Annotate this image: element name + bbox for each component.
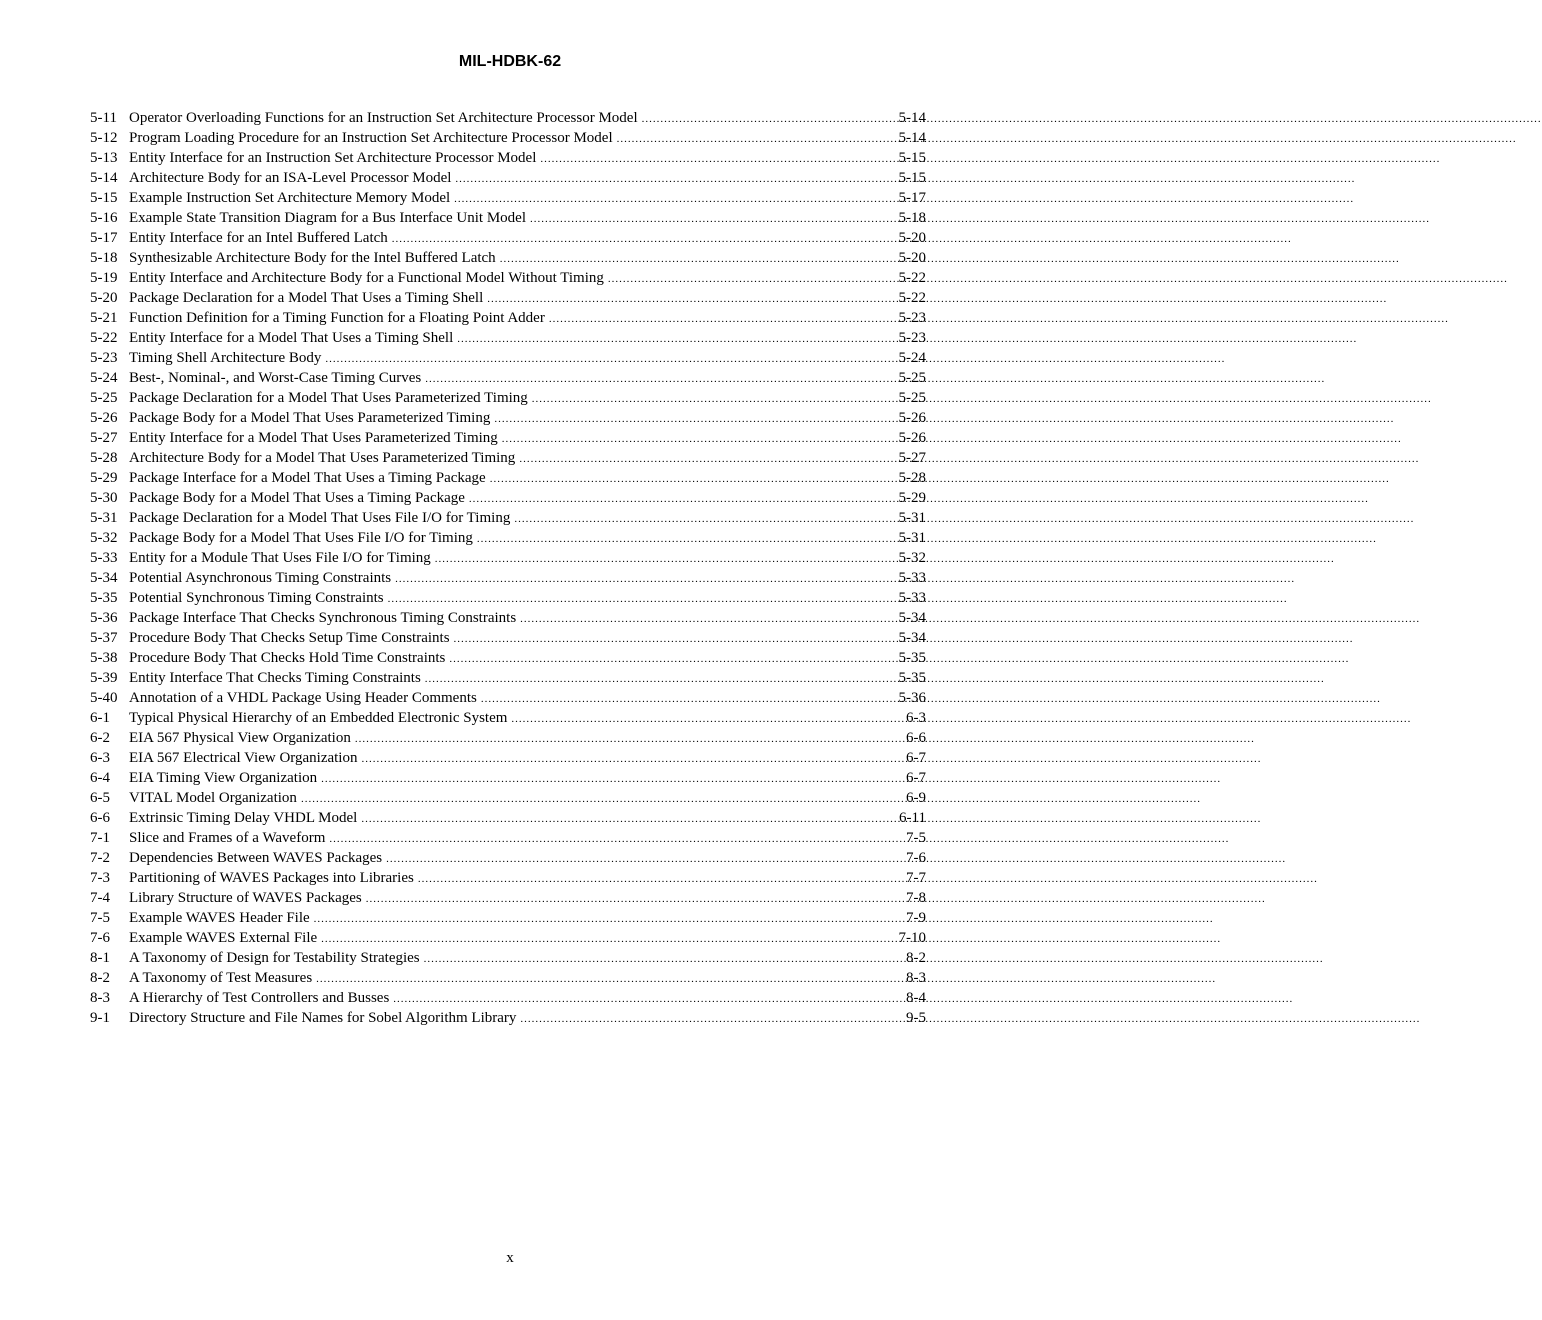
dot-leader (424, 949, 904, 969)
document-id-header: MIL-HDBK-62 (458, 53, 562, 70)
toc-entry-number: 5-13 (90, 150, 118, 166)
toc-entry-title: EIA 567 Electrical View Organization (129, 750, 358, 766)
toc-entry-number: 5-39 (90, 670, 118, 686)
toc-entry-page: 5-14 (898, 110, 926, 126)
dot-leader (487, 289, 896, 309)
toc-entry-page: 8-2 (906, 950, 926, 966)
toc-entry (90, 608, 926, 628)
toc-entry-number: 8-1 (90, 950, 110, 966)
dot-leader (617, 129, 897, 149)
toc-entry-number: 5-37 (90, 630, 118, 646)
toc-entry (90, 668, 926, 688)
toc-entry (90, 888, 926, 908)
toc-entry-page: 5-35 (898, 650, 926, 666)
toc-entry-page: 5-27 (898, 450, 926, 466)
dot-leader (388, 589, 897, 609)
dot-leader (500, 249, 897, 269)
toc-entry-page: 7-7 (906, 870, 926, 886)
toc-entry-page: 6-6 (906, 730, 926, 746)
dot-leader (314, 909, 904, 929)
toc-entry-title: Slice and Frames of a Waveform (129, 830, 326, 846)
toc-entry (90, 228, 926, 248)
toc-entry (90, 568, 926, 588)
toc-entry-page: 7-10 (898, 930, 926, 946)
toc-entry (90, 468, 926, 488)
toc-entry-number: 6-2 (90, 730, 110, 746)
toc-entry-number: 5-19 (90, 270, 118, 286)
toc-entry-title: Entity Interface and Architecture Body for a Functional Model Without Timing (129, 270, 604, 286)
dot-leader (418, 869, 904, 889)
dot-leader (395, 569, 896, 589)
toc-entry-number: 5-23 (90, 350, 118, 366)
dot-leader (469, 489, 897, 509)
dot-leader (325, 349, 896, 369)
dot-leader (457, 329, 896, 349)
toc-entry-title: Architecture Body for a Model That Uses Parameterized Timing (129, 450, 516, 466)
dot-leader (449, 649, 896, 669)
toc-entry-title: Package Declaration for a Model That Uses File I/O for Timing (129, 510, 511, 526)
toc-entry-number: 6-3 (90, 750, 110, 766)
toc-entry-page: 6-7 (906, 770, 926, 786)
dot-leader (361, 749, 904, 769)
toc-entry-title: Example Instruction Set Architecture Memory Model (129, 190, 451, 206)
toc-entry-page: 9-5 (906, 1010, 926, 1026)
toc-entry-page: 7-9 (906, 910, 926, 926)
toc-entry-title: Potential Asynchronous Timing Constraints (129, 570, 392, 586)
toc-entry-title: Annotation of a VHDL Package Using Header Comments (129, 690, 477, 706)
dot-leader (425, 669, 897, 689)
toc-entry (90, 968, 926, 988)
dot-leader (455, 169, 896, 189)
toc-entry-page: 7-8 (906, 890, 926, 906)
toc-entry-title: Operator Overloading Functions for an Instruction Set Architecture Processor Model (129, 110, 638, 126)
toc-entry-number: 5-25 (90, 390, 118, 406)
toc-entry-page: 5-23 (898, 330, 926, 346)
toc-entry (90, 648, 926, 668)
toc-entry-title: Entity Interface for a Model That Uses a Timing Shell (129, 330, 454, 346)
toc-entry (90, 988, 926, 1008)
toc-entry (90, 448, 926, 468)
toc-entry-page: 5-23 (898, 310, 926, 326)
toc-entry-title: Package Body for a Model That Uses Parameterized Timing (129, 410, 491, 426)
dot-leader (642, 109, 897, 129)
toc-entry (90, 108, 926, 128)
toc-entry-number: 5-36 (90, 610, 118, 626)
dot-leader (514, 509, 896, 529)
toc-entry (90, 708, 926, 728)
toc-entry (90, 828, 926, 848)
toc-entry-title: Package Interface That Checks Synchronous Timing Constraints (129, 610, 517, 626)
dot-leader (329, 829, 904, 849)
toc-entry (90, 948, 926, 968)
dot-leader (321, 769, 904, 789)
toc-entry (90, 788, 926, 808)
toc-entry-number: 5-15 (90, 190, 118, 206)
toc-entry (90, 1008, 926, 1028)
toc-entry (90, 208, 926, 228)
toc-entry-number: 5-17 (90, 230, 118, 246)
toc-entry-page: 8-4 (906, 990, 926, 1006)
toc-entry (90, 128, 926, 148)
dot-leader (519, 449, 896, 469)
toc-entry-page: 5-31 (898, 530, 926, 546)
toc-entry (90, 528, 926, 548)
dot-leader (530, 209, 897, 229)
toc-entry-page: 5-34 (898, 630, 926, 646)
toc-entry-title: Package Body for a Model That Uses File I/O for Timing (129, 530, 473, 546)
list-of-figures (90, 108, 926, 1028)
toc-entry (90, 408, 926, 428)
toc-entry-number: 5-31 (90, 510, 118, 526)
toc-entry-title: EIA 567 Physical View Organization (129, 730, 351, 746)
toc-entry-title: Entity Interface for a Model That Uses Parameterized Timing (129, 430, 498, 446)
toc-entry-page: 5-35 (898, 670, 926, 686)
toc-entry (90, 688, 926, 708)
toc-entry-page: 6-11 (899, 810, 926, 826)
dot-leader (435, 549, 897, 569)
dot-leader (316, 969, 904, 989)
toc-entry-title: Function Definition for a Timing Function for a Floating Point Adder (129, 310, 545, 326)
toc-entry (90, 588, 926, 608)
toc-entry (90, 288, 926, 308)
toc-entry-title: Timing Shell Architecture Body (129, 350, 322, 366)
toc-entry-page: 5-33 (898, 570, 926, 586)
dot-leader (386, 849, 904, 869)
toc-entry-number: 5-26 (90, 410, 118, 426)
toc-entry-page: 5-34 (898, 610, 926, 626)
toc-entry (90, 508, 926, 528)
toc-entry-number: 7-3 (90, 870, 110, 886)
toc-entry-title: Entity Interface for an Instruction Set Architecture Processor Model (129, 150, 537, 166)
toc-entry-page: 5-20 (898, 250, 926, 266)
toc-entry-number: 7-4 (90, 890, 110, 906)
toc-entry (90, 348, 926, 368)
dot-leader (454, 189, 896, 209)
dot-leader (392, 229, 897, 249)
toc-entry-number: 5-27 (90, 430, 118, 446)
toc-entry-title: Typical Physical Hierarchy of an Embedded Electronic System (129, 710, 508, 726)
toc-entry-page: 5-36 (898, 690, 926, 706)
toc-entry (90, 908, 926, 928)
toc-entry-number: 8-3 (90, 990, 110, 1006)
toc-entry (90, 808, 926, 828)
toc-entry-title: Best-, Nominal-, and Worst-Case Timing Curves (129, 370, 422, 386)
toc-entry-page: 5-31 (898, 510, 926, 526)
toc-entry (90, 848, 926, 868)
toc-entry-title: Package Declaration for a Model That Uses Parameterized Timing (129, 390, 528, 406)
toc-entry-title: A Taxonomy of Test Measures (129, 970, 313, 986)
toc-entry-title: Dependencies Between WAVES Packages (129, 850, 383, 866)
toc-entry-page: 5-25 (898, 390, 926, 406)
toc-entry-title: Partitioning of WAVES Packages into Libraries (129, 870, 414, 886)
toc-entry-title: Package Body for a Model That Uses a Timing Package (129, 490, 465, 506)
toc-entry (90, 488, 926, 508)
toc-entry-number: 5-21 (90, 310, 118, 326)
toc-entry-page: 5-28 (898, 470, 926, 486)
toc-entry-number: 5-33 (90, 550, 118, 566)
toc-entry-title: Library Structure of WAVES Packages (129, 890, 362, 906)
toc-entry-title: Package Interface for a Model That Uses a Timing Package (129, 470, 486, 486)
toc-entry-number: 5-14 (90, 170, 118, 186)
toc-entry-title: Entity for a Module That Uses File I/O for Timing (129, 550, 431, 566)
toc-entry-number: 6-6 (90, 810, 110, 826)
toc-entry-title: Potential Synchronous Timing Constraints (129, 590, 384, 606)
dot-leader (393, 989, 904, 1009)
toc-entry-number: 7-2 (90, 850, 110, 866)
toc-entry-number: 5-40 (90, 690, 118, 706)
toc-entry-number: 5-16 (90, 210, 118, 226)
toc-entry-page: 6-7 (906, 750, 926, 766)
toc-entry (90, 428, 926, 448)
dot-leader (549, 309, 897, 329)
toc-entry-title: EIA Timing View Organization (129, 770, 318, 786)
toc-entry-page: 5-15 (898, 150, 926, 166)
toc-entry-number: 5-11 (90, 110, 117, 126)
dot-leader (454, 629, 897, 649)
toc-entry-number: 5-22 (90, 330, 118, 346)
toc-entry-page: 6-3 (906, 710, 926, 726)
toc-entry-page: 6-9 (906, 790, 926, 806)
toc-entry-title: Procedure Body That Checks Hold Time Constraints (129, 650, 446, 666)
toc-entry-title: Synthesizable Architecture Body for the Intel Buffered Latch (129, 250, 496, 266)
toc-entry-number: 7-6 (90, 930, 110, 946)
toc-entry-title: A Hierarchy of Test Controllers and Busses (129, 990, 390, 1006)
toc-entry-number: 6-1 (90, 710, 110, 726)
toc-entry-page: 8-3 (906, 970, 926, 986)
toc-entry-page: 5-17 (898, 190, 926, 206)
toc-entry-number: 5-34 (90, 570, 118, 586)
toc-entry-number: 5-20 (90, 290, 118, 306)
toc-entry-number: 5-30 (90, 490, 118, 506)
dot-leader (490, 469, 897, 489)
toc-entry-number: 5-38 (90, 650, 118, 666)
toc-entry-title: VITAL Model Organization (129, 790, 297, 806)
toc-entry-number: 7-5 (90, 910, 110, 926)
dot-leader (301, 789, 904, 809)
toc-entry-page: 5-18 (898, 210, 926, 226)
toc-entry-title: Package Declaration for a Model That Uses a Timing Shell (129, 290, 484, 306)
toc-entry (90, 928, 926, 948)
dot-leader (608, 269, 897, 289)
toc-entry-number: 5-32 (90, 530, 118, 546)
toc-entry (90, 388, 926, 408)
dot-leader (355, 729, 904, 749)
toc-entry (90, 168, 926, 188)
dot-leader (511, 709, 904, 729)
toc-entry-number: 5-12 (90, 130, 118, 146)
dot-leader (520, 1009, 904, 1029)
toc-entry (90, 868, 926, 888)
dot-leader (494, 409, 896, 429)
toc-entry-title: Entity Interface for an Intel Buffered Latch (129, 230, 388, 246)
toc-entry (90, 328, 926, 348)
dot-leader (361, 809, 897, 829)
toc-entry-title: Procedure Body That Checks Setup Time Constraints (129, 630, 450, 646)
toc-entry (90, 628, 926, 648)
dot-leader (321, 929, 896, 949)
toc-entry-title: Directory Structure and File Names for Sobel Algorithm Library (129, 1010, 517, 1026)
toc-entry-number: 5-24 (90, 370, 118, 386)
dot-leader (520, 609, 896, 629)
toc-entry-page: 5-24 (898, 350, 926, 366)
toc-entry (90, 728, 926, 748)
toc-entry (90, 768, 926, 788)
toc-entry (90, 268, 926, 288)
toc-entry-number: 5-35 (90, 590, 118, 606)
toc-entry-page: 5-22 (898, 290, 926, 306)
toc-entry (90, 308, 926, 328)
toc-entry-number: 9-1 (90, 1010, 110, 1026)
toc-entry-number: 8-2 (90, 970, 110, 986)
dot-leader (532, 389, 897, 409)
dot-leader (477, 529, 897, 549)
dot-leader (425, 369, 896, 389)
toc-entry-page: 5-25 (898, 370, 926, 386)
toc-entry-page: 7-6 (906, 850, 926, 866)
page-number: x (506, 1250, 514, 1266)
toc-entry-page: 5-29 (898, 490, 926, 506)
toc-entry-title: Entity Interface That Checks Timing Constraints (129, 670, 421, 686)
toc-entry-page: 5-14 (898, 130, 926, 146)
dot-leader (540, 149, 896, 169)
dot-leader (366, 889, 904, 909)
toc-entry-number: 7-1 (90, 830, 110, 846)
toc-entry-title: Extrinsic Timing Delay VHDL Model (129, 810, 358, 826)
toc-entry (90, 248, 926, 268)
toc-entry (90, 148, 926, 168)
toc-entry-title: Example State Transition Diagram for a Bus Interface Unit Model (129, 210, 526, 226)
toc-entry-page: 7-5 (906, 830, 926, 846)
toc-entry-page: 5-26 (898, 410, 926, 426)
toc-entry-number: 5-29 (90, 470, 118, 486)
toc-entry-title: Example WAVES Header File (129, 910, 310, 926)
toc-entry-title: Example WAVES External File (129, 930, 318, 946)
toc-entry (90, 748, 926, 768)
toc-entry (90, 368, 926, 388)
toc-entry-page: 5-15 (898, 170, 926, 186)
toc-entry-number: 6-4 (90, 770, 110, 786)
toc-entry-number: 6-5 (90, 790, 110, 806)
toc-entry-number: 5-18 (90, 250, 118, 266)
toc-entry-page: 5-20 (898, 230, 926, 246)
toc-entry-title: A Taxonomy of Design for Testability Strategies (129, 950, 420, 966)
dot-leader (502, 429, 897, 449)
toc-entry (90, 548, 926, 568)
toc-entry-title: Program Loading Procedure for an Instruction Set Architecture Processor Model (129, 130, 613, 146)
toc-entry-page: 5-33 (898, 590, 926, 606)
toc-entry-page: 5-32 (898, 550, 926, 566)
toc-entry-page: 5-22 (898, 270, 926, 286)
toc-entry (90, 188, 926, 208)
toc-entry-number: 5-28 (90, 450, 118, 466)
dot-leader (481, 689, 897, 709)
toc-entry-title: Architecture Body for an ISA-Level Processor Model (129, 170, 452, 186)
toc-entry-page: 5-26 (898, 430, 926, 446)
